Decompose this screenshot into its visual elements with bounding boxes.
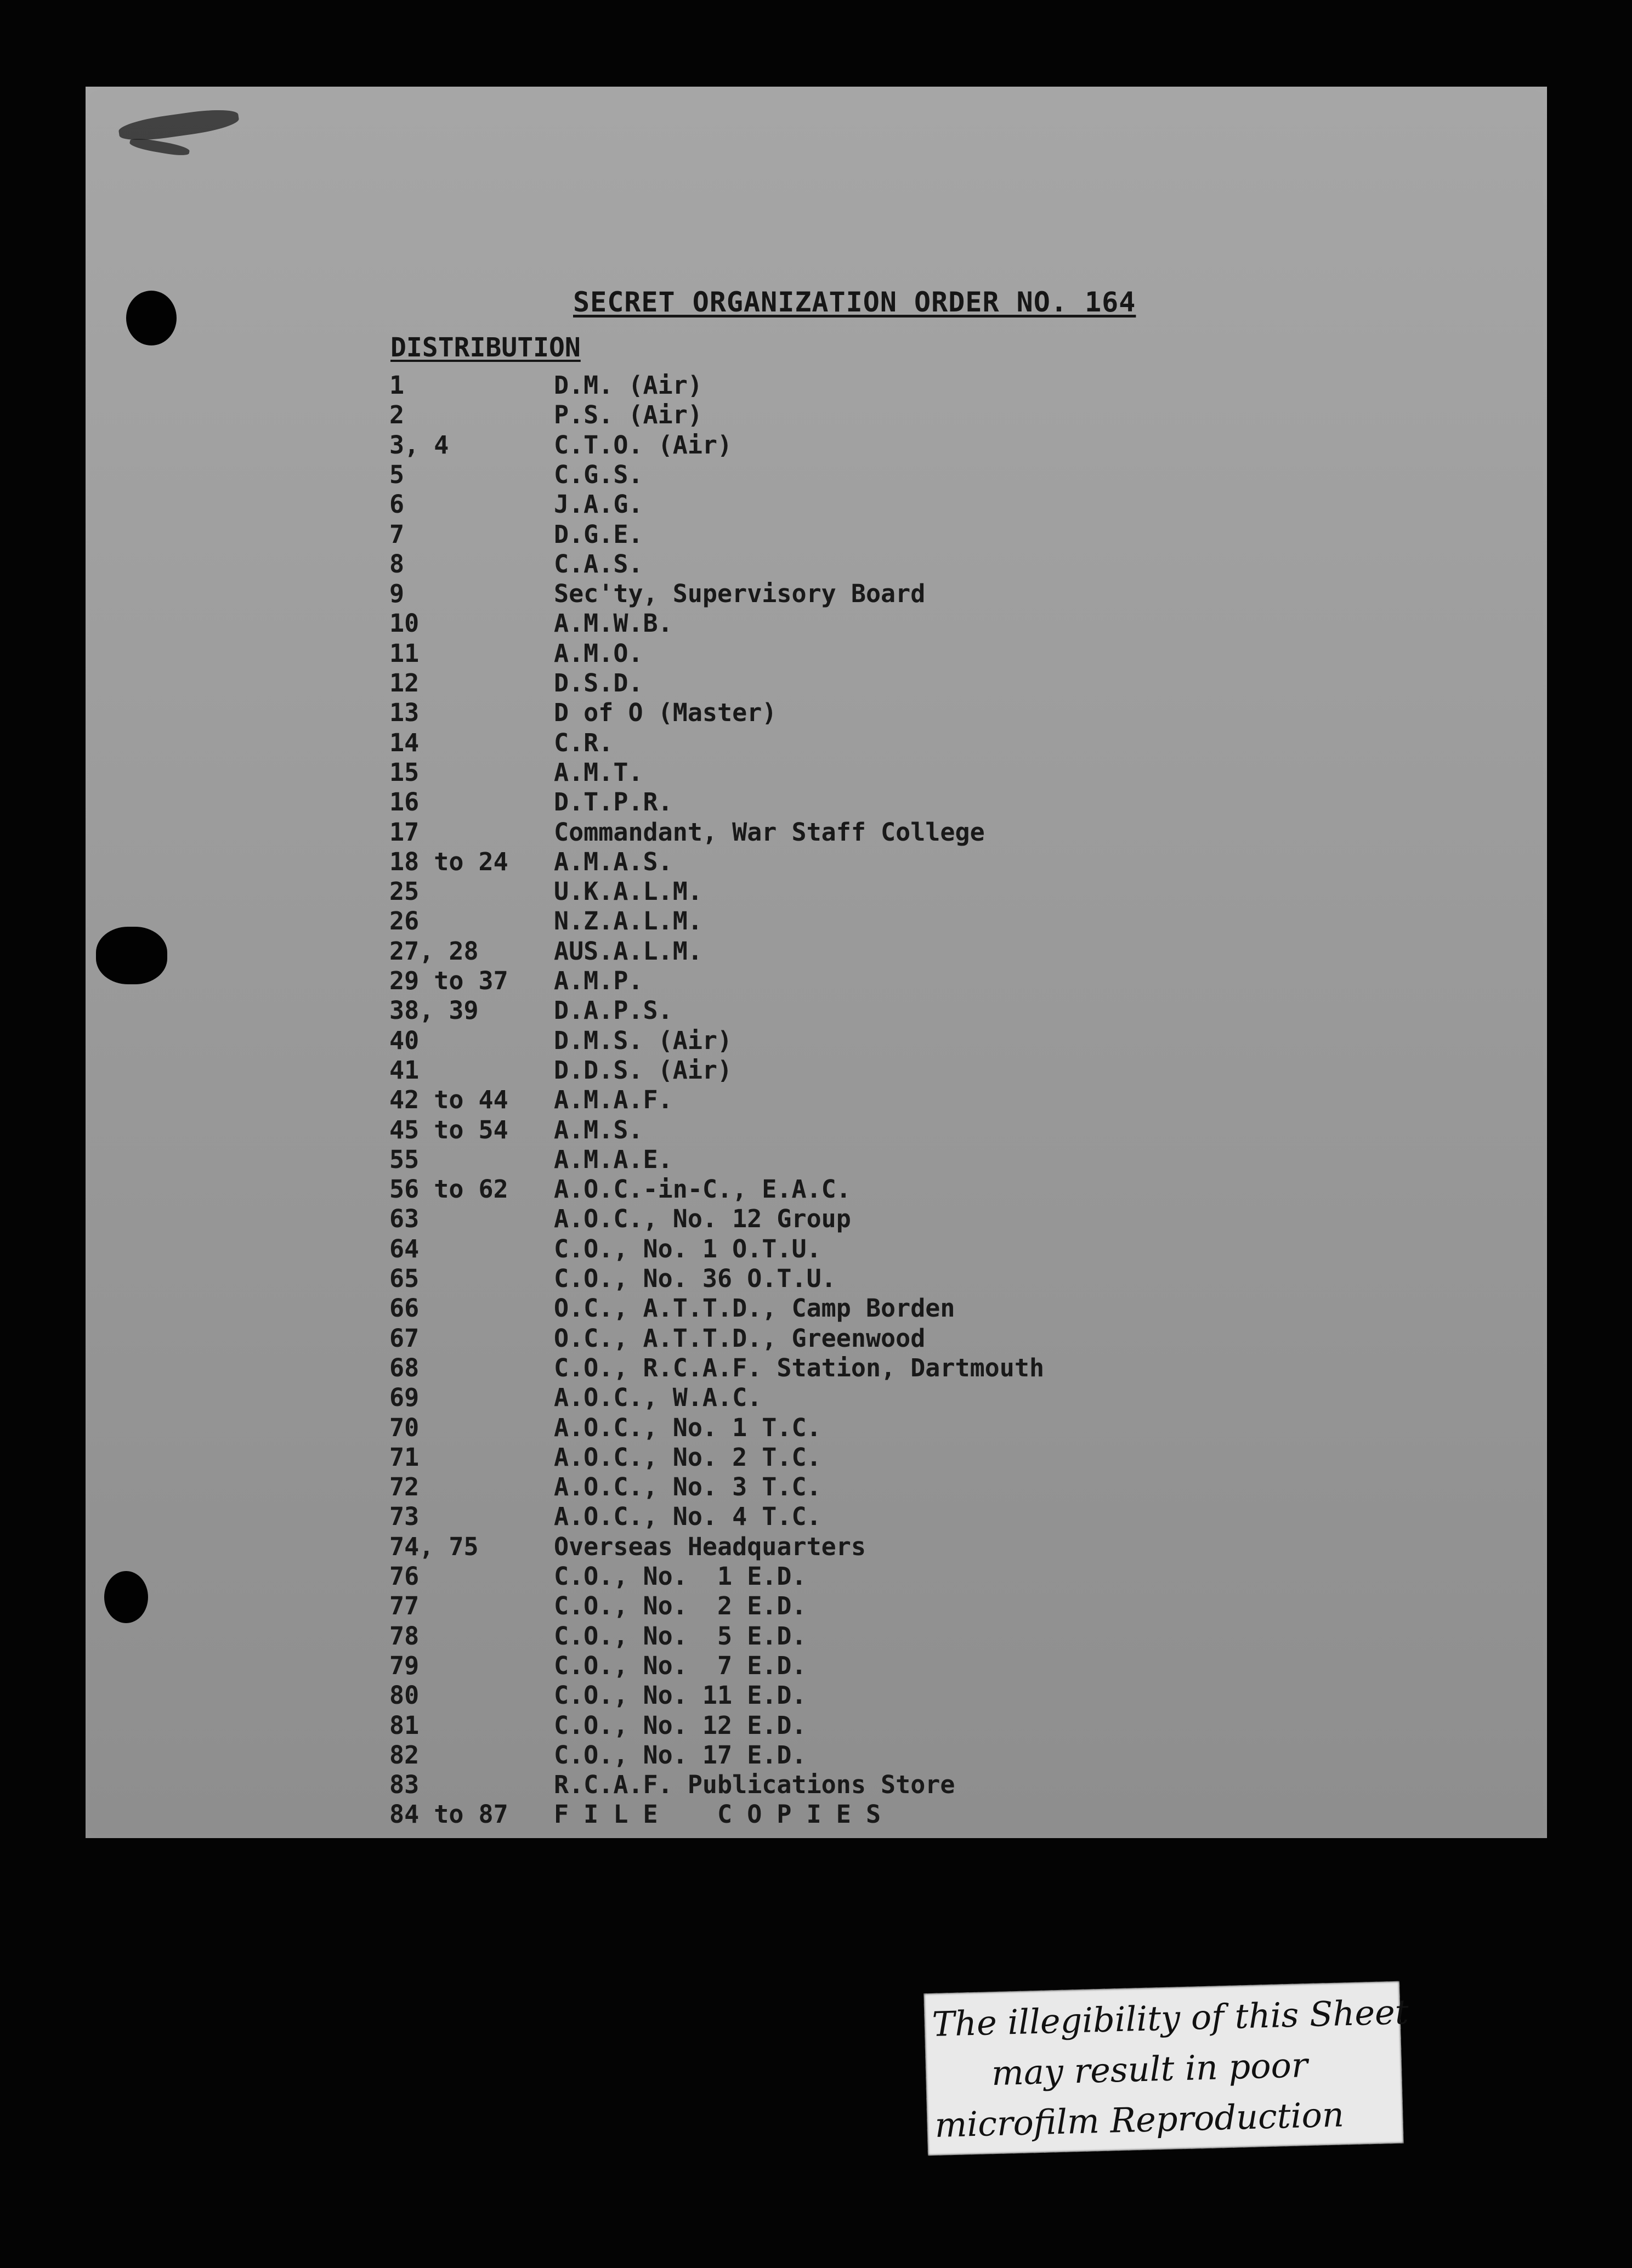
copy-number: 70 (389, 1413, 420, 1442)
copy-number: 74, 75 (389, 1532, 479, 1561)
copy-number: 10 (389, 609, 420, 638)
recipient: D.G.E. (554, 519, 643, 549)
recipient: D.M. (Air) (554, 371, 702, 400)
distribution-row (0, 1324, 1632, 1353)
recipient: Sec'ty, Supervisory Board (554, 579, 926, 609)
copy-number: 5 (389, 460, 405, 489)
recipient: A.M.A.S. (554, 847, 673, 876)
recipient: A.M.W.B. (554, 609, 673, 638)
recipient: O.C., A.T.T.D., Camp Borden (554, 1294, 955, 1323)
recipient: AUS.A.L.M. (554, 936, 702, 966)
distribution-row (0, 1681, 1632, 1710)
copy-number: 71 (389, 1442, 420, 1472)
recipient: A.O.C., No. 3 T.C. (554, 1472, 821, 1502)
copy-number: 2 (389, 400, 405, 430)
copy-number: 55 (389, 1144, 420, 1174)
distribution-row (0, 937, 1632, 966)
recipient: A.O.C., W.A.C. (554, 1383, 762, 1413)
distribution-row (0, 1115, 1632, 1145)
distribution-row (0, 490, 1632, 519)
distribution-row (0, 847, 1632, 877)
recipient: D of O (Master) (554, 698, 777, 728)
copy-number: 69 (389, 1383, 420, 1413)
distribution-row (0, 1383, 1632, 1413)
distribution-row (0, 1711, 1632, 1740)
copy-number: 12 (389, 668, 420, 698)
copy-number: 65 (389, 1264, 420, 1293)
recipient: O.C., A.T.T.D., Greenwood (554, 1323, 926, 1353)
recipient: D.M.S. (Air) (554, 1025, 733, 1055)
copy-number: 79 (389, 1651, 420, 1680)
distribution-row (0, 1413, 1632, 1443)
distribution-row (0, 1621, 1632, 1651)
recipient: C.O., No. 1 E.D. (554, 1562, 807, 1591)
distribution-row (0, 877, 1632, 906)
recipient: A.M.P. (554, 966, 643, 995)
copy-number: 38, 39 (389, 996, 479, 1025)
copy-number: 29 to 37 (389, 966, 508, 995)
copy-number: 15 (389, 757, 420, 787)
handwritten-note (923, 1981, 1409, 2156)
distribution-row (0, 1532, 1632, 1562)
recipient: A.M.O. (554, 638, 643, 668)
recipient: C.O., No. 11 E.D. (554, 1681, 807, 1710)
note-line: The illegibility of this Sheet (931, 1992, 1409, 2045)
copy-number: 26 (389, 906, 420, 936)
copy-number: 66 (389, 1294, 420, 1323)
copy-number: 41 (389, 1055, 420, 1085)
distribution-row (0, 400, 1632, 430)
distribution-row (0, 549, 1632, 579)
copy-number: 13 (389, 698, 420, 728)
distribution-row (0, 906, 1632, 936)
copy-number: 11 (389, 638, 420, 668)
recipient: F I L E C O P I E S (554, 1800, 881, 1829)
copy-number: 64 (389, 1234, 420, 1263)
ink-smudge (129, 137, 190, 158)
copy-number: 18 to 24 (389, 847, 508, 876)
distribution-row (0, 668, 1632, 698)
note-line: microfilm Reproduction (934, 2094, 1345, 2145)
distribution-row (0, 371, 1632, 400)
recipient: D.S.D. (554, 668, 643, 698)
distribution-row (0, 1740, 1632, 1770)
recipient: C.O., R.C.A.F. Station, Dartmouth (554, 1353, 1045, 1382)
copy-number: 83 (389, 1770, 420, 1800)
distribution-row (0, 520, 1632, 549)
recipient: A.M.S. (554, 1115, 643, 1144)
copy-number: 82 (389, 1740, 420, 1770)
distribution-row (0, 430, 1632, 460)
recipient: D.A.P.S. (554, 996, 673, 1025)
recipient: A.M.A.F. (554, 1085, 673, 1115)
recipient: A.O.C., No. 4 T.C. (554, 1502, 821, 1532)
distribution-row (0, 609, 1632, 638)
document-title: SECRET ORGANIZATION ORDER NO. 164 (573, 286, 1136, 318)
copy-number: 42 to 44 (389, 1085, 508, 1115)
recipient: A.O.C., No. 12 Group (554, 1204, 851, 1234)
recipient: J.A.G. (554, 490, 643, 519)
note-line: may result in poor (991, 2045, 1308, 2094)
copy-number: 77 (389, 1591, 420, 1621)
recipient: D.D.S. (Air) (554, 1055, 733, 1085)
distribution-row (0, 1770, 1632, 1800)
recipient: C.T.O. (Air) (554, 430, 733, 460)
copy-number: 45 to 54 (389, 1115, 508, 1144)
recipient: U.K.A.L.M. (554, 877, 702, 906)
copy-number: 27, 28 (389, 936, 479, 966)
copy-number: 73 (389, 1502, 420, 1532)
distribution-row (0, 818, 1632, 847)
recipient: N.Z.A.L.M. (554, 906, 702, 936)
recipient: C.O., No. 36 O.T.U. (554, 1264, 836, 1293)
distribution-row (0, 1264, 1632, 1294)
distribution-row (0, 1026, 1632, 1056)
recipient: D.T.P.R. (554, 787, 673, 817)
copy-number: 8 (389, 549, 405, 579)
recipient: A.O.C.-in-C., E.A.C. (554, 1175, 851, 1204)
recipient: C.O., No. 7 E.D. (554, 1651, 807, 1680)
recipient: C.O., No. 1 O.T.U. (554, 1234, 821, 1263)
distribution-row (0, 1502, 1632, 1532)
distribution-row (0, 1651, 1632, 1681)
recipient: A.M.T. (554, 757, 643, 787)
copy-number: 9 (389, 579, 405, 609)
copy-number: 78 (389, 1621, 420, 1651)
copy-number: 56 to 62 (389, 1175, 508, 1204)
distribution-row (0, 639, 1632, 668)
distribution-row (0, 1562, 1632, 1591)
distribution-row (0, 579, 1632, 609)
copy-number: 72 (389, 1472, 420, 1502)
copy-number: 84 to 87 (389, 1800, 508, 1829)
copy-number: 80 (389, 1681, 420, 1710)
recipient: C.O., No. 5 E.D. (554, 1621, 807, 1651)
distribution-heading: DISTRIBUTION (390, 332, 581, 363)
copy-number: 67 (389, 1323, 420, 1353)
distribution-row (0, 966, 1632, 996)
recipient: C.R. (554, 728, 614, 757)
copy-number: 1 (389, 371, 405, 400)
recipient: A.M.A.E. (554, 1144, 673, 1174)
recipient: Overseas Headquarters (554, 1532, 866, 1561)
recipient: C.O., No. 12 E.D. (554, 1710, 807, 1740)
distribution-row (0, 1085, 1632, 1115)
distribution-row (0, 1800, 1632, 1829)
copy-number: 40 (389, 1025, 420, 1055)
copy-number: 3, 4 (389, 430, 449, 460)
copy-number: 68 (389, 1353, 420, 1382)
distribution-row (0, 787, 1632, 817)
recipient: P.S. (Air) (554, 400, 702, 430)
recipient: A.O.C., No. 1 T.C. (554, 1413, 821, 1442)
recipient: R.C.A.F. Publications Store (554, 1770, 955, 1800)
copy-number: 7 (389, 519, 405, 549)
distribution-row (0, 1591, 1632, 1621)
distribution-row (0, 1175, 1632, 1204)
distribution-row (0, 460, 1632, 490)
distribution-row (0, 1145, 1632, 1175)
distribution-row (0, 1056, 1632, 1085)
copy-number: 76 (389, 1562, 420, 1591)
punch-hole (126, 291, 177, 345)
distribution-row (0, 1204, 1632, 1234)
recipient: A.O.C., No. 2 T.C. (554, 1442, 821, 1472)
distribution-row (0, 996, 1632, 1025)
recipient: C.A.S. (554, 549, 643, 579)
distribution-row (0, 698, 1632, 728)
recipient: C.O., No. 2 E.D. (554, 1591, 807, 1621)
copy-number: 14 (389, 728, 420, 757)
distribution-row (0, 1353, 1632, 1383)
copy-number: 17 (389, 817, 420, 847)
copy-number: 81 (389, 1710, 420, 1740)
distribution-row (0, 758, 1632, 787)
distribution-row (0, 1294, 1632, 1323)
distribution-row (0, 1472, 1632, 1502)
copy-number: 16 (389, 787, 420, 817)
recipient: Commandant, War Staff College (554, 817, 985, 847)
copy-number: 6 (389, 490, 405, 519)
distribution-row (0, 1443, 1632, 1472)
recipient: C.G.S. (554, 460, 643, 489)
copy-number: 25 (389, 877, 420, 906)
distribution-row (0, 728, 1632, 758)
recipient: C.O., No. 17 E.D. (554, 1740, 807, 1770)
distribution-row (0, 1234, 1632, 1264)
copy-number: 63 (389, 1204, 420, 1234)
